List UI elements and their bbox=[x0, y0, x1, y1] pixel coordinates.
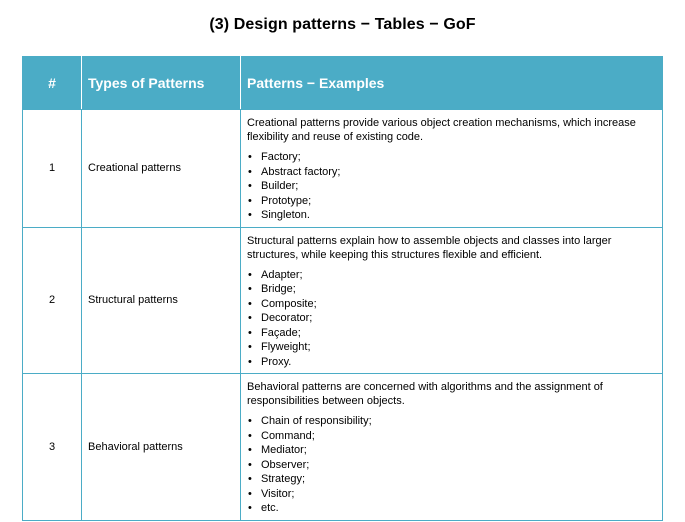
list-item: • Factory; bbox=[247, 150, 656, 165]
list-item: • Flyweight; bbox=[247, 340, 656, 355]
patterns-table bbox=[22, 56, 663, 521]
table-row bbox=[23, 227, 663, 374]
list-item: • Command; bbox=[247, 429, 656, 444]
row-number: 2 bbox=[23, 227, 82, 374]
list-item: • Proxy. bbox=[247, 355, 656, 370]
pattern-type: Structural patterns bbox=[82, 227, 241, 374]
list-item: • Singleton. bbox=[247, 208, 656, 223]
list-item: • Decorator; bbox=[247, 311, 656, 326]
pattern-description: Structural patterns explain how to assemble objects and classes into larger structures, while keeping this structures flexible and efficient. bbox=[247, 234, 612, 261]
table-header-row bbox=[23, 57, 663, 110]
table-row bbox=[23, 110, 663, 228]
list-item: • Prototype; bbox=[247, 194, 656, 209]
list-item: • Chain of responsibility; bbox=[247, 414, 656, 429]
header-examples: Patterns − Examples bbox=[241, 57, 663, 110]
list-item: • Strategy; bbox=[247, 472, 656, 487]
list-item: • Observer; bbox=[247, 458, 656, 473]
list-item: • Adapter; bbox=[247, 268, 656, 283]
list-item: • Bridge; bbox=[247, 282, 656, 297]
list-item: • Visitor; bbox=[247, 487, 656, 502]
list-item: • Composite; bbox=[247, 297, 656, 312]
list-item: • etc. bbox=[247, 501, 656, 516]
table-row bbox=[23, 374, 663, 521]
pattern-type: Creational patterns bbox=[82, 110, 241, 228]
pattern-list bbox=[247, 414, 656, 516]
list-item: • Façade; bbox=[247, 326, 656, 341]
list-item: • Builder; bbox=[247, 179, 656, 194]
pattern-description: Behavioral patterns are concerned with algorithms and the assignment of responsibilities between objects. bbox=[247, 381, 603, 407]
pattern-examples bbox=[241, 374, 663, 521]
header-types: Types of Patterns bbox=[82, 57, 241, 110]
header-number: # bbox=[23, 57, 82, 110]
list-item: • Abstract factory; bbox=[247, 165, 656, 180]
row-number: 1 bbox=[23, 110, 82, 228]
pattern-description: Creational patterns provide various object creation mechanisms, which increase flexibility and reuse of existing code. bbox=[247, 117, 636, 143]
row-number: 3 bbox=[23, 374, 82, 521]
pattern-list bbox=[247, 150, 656, 223]
pattern-examples bbox=[241, 227, 663, 374]
list-item: • Mediator; bbox=[247, 443, 656, 458]
pattern-list bbox=[247, 268, 656, 370]
pattern-type: Behavioral patterns bbox=[82, 374, 241, 521]
page-title: (3) Design patterns − Tables − GoF bbox=[209, 16, 476, 33]
pattern-examples bbox=[241, 110, 663, 228]
